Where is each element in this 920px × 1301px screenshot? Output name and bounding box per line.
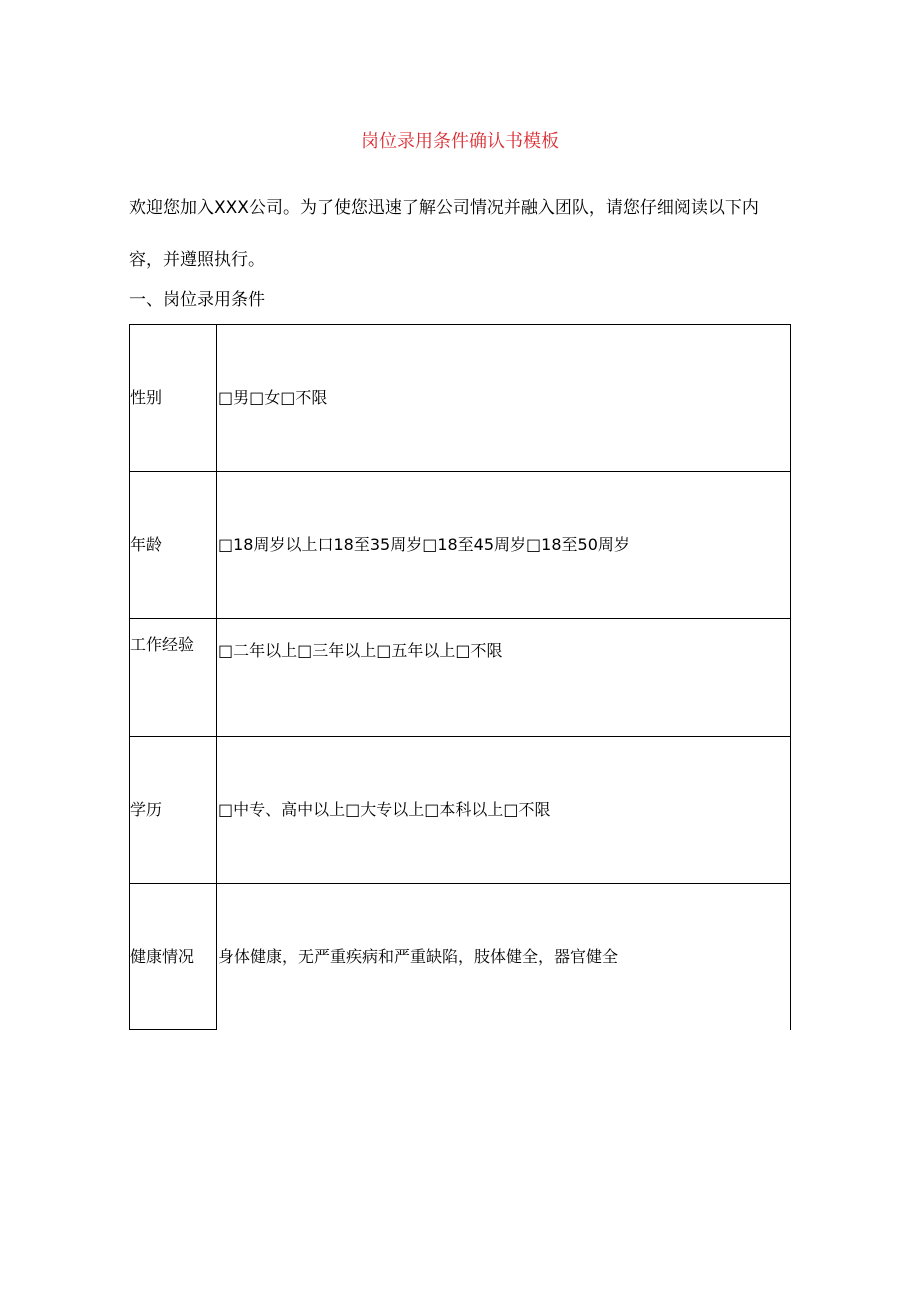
- section-heading: 一、岗位录用条件: [129, 290, 265, 310]
- condition-label: 年龄: [130, 472, 217, 619]
- table-row: [130, 884, 791, 1030]
- intro-paragraph: 欢迎您加入XXX公司。为了使您迅速了解公司情况并融入团队，请您仔细阅读以下内容，并遵照执行。: [129, 198, 759, 270]
- table-row: [130, 737, 791, 884]
- condition-value: 身体健康，无严重疾病和严重缺陷，肢体健全，器官健全: [217, 884, 791, 1030]
- condition-value: □男□女□不限: [217, 325, 791, 472]
- condition-label: 工作经验: [130, 619, 217, 737]
- table-row: [130, 619, 791, 737]
- table-row: [130, 472, 791, 619]
- table-row: [130, 325, 791, 472]
- condition-label: 学历: [130, 737, 217, 884]
- condition-value: □中专、高中以上□大专以上□本科以上□不限: [217, 737, 791, 884]
- condition-label: 健康情况: [130, 884, 217, 1030]
- condition-value: □二年以上□三年以上□五年以上□不限: [217, 619, 791, 737]
- conditions-table: [129, 324, 791, 1030]
- document-title: 岗位录用条件确认书模板: [361, 131, 559, 152]
- condition-value: □18周岁以上口18至35周岁□18至45周岁□18至50周岁: [217, 472, 791, 619]
- condition-label: 性别: [130, 325, 217, 472]
